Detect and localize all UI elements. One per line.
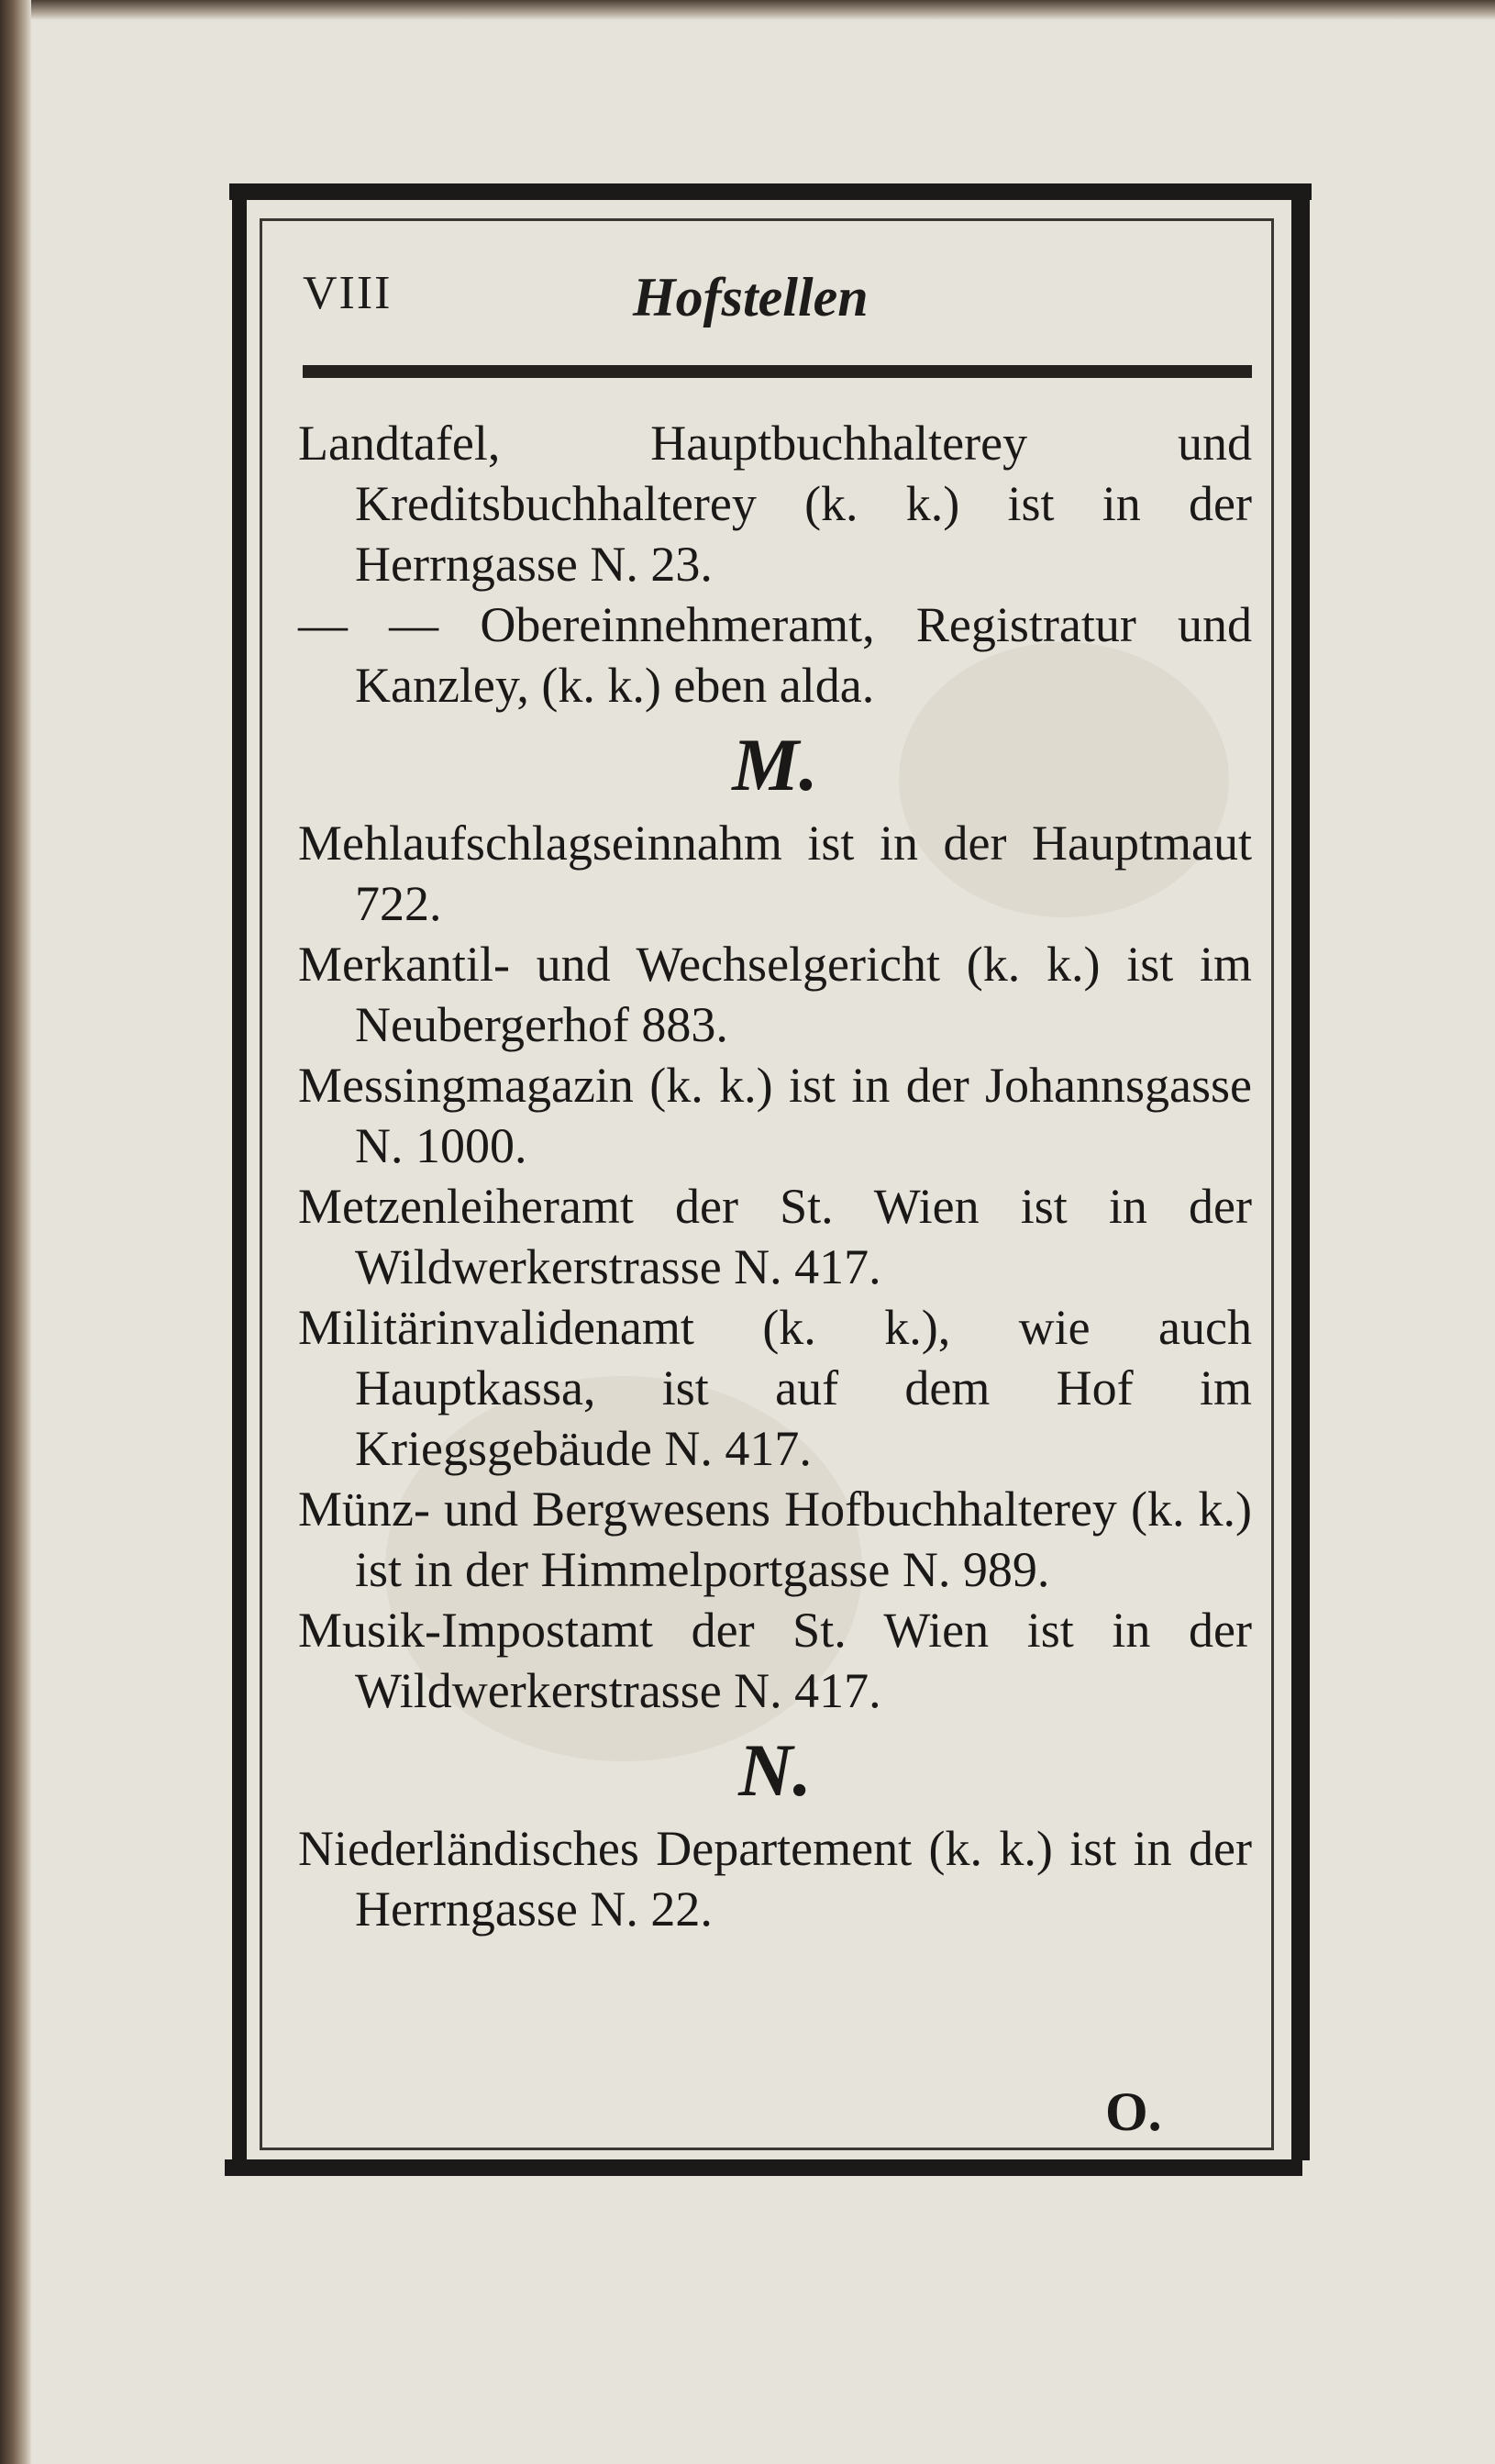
directory-entry: Musik-Impostamt der St. Wien ist in der Wildwerkerstrasse N. 417.: [298, 1603, 1252, 1718]
frame-border-right: [1291, 197, 1310, 2160]
catchword: O.: [1105, 2081, 1162, 2142]
frame-border-top: [229, 183, 1312, 200]
directory-entry: Militärinvalidenamt (k. k.), wie auch Hauptkassa, ist auf dem Hof im Kriegsgebäude N. 417.: [298, 1300, 1252, 1476]
directory-entry: Münz- und Bergwesens Hofbuchhalterey (k. k.) ist in der Himmelportgasse N. 989.: [298, 1482, 1252, 1597]
directory-entry: Merkantil- und Wechselgericht (k. k.) ist im Neubergerhof 883.: [298, 937, 1252, 1052]
frame-border-bottom: [225, 2159, 1302, 2176]
directory-entry: Mehlaufschlagseinnahm ist in der Hauptmaut 722.: [298, 816, 1252, 931]
header-rule: [303, 365, 1252, 378]
directory-entry: Messingmagazin (k. k.) ist in der Johannsgasse N. 1000.: [298, 1058, 1252, 1173]
directory-entry: Landtafel, Hauptbuchhalterey und Kreditsbuchhalterey (k. k.) ist in der Herrngasse N. 23.: [298, 416, 1252, 592]
directory-entry: Niederländisches Departement (k. k.) ist in der Herrngasse N. 22.: [298, 1821, 1252, 1937]
page-content: [298, 413, 1252, 1939]
binding-edge: [0, 0, 31, 2464]
page-top-edge: [0, 0, 1495, 20]
running-head: Hofstellen: [633, 267, 869, 327]
section-letter-n: N.: [738, 1728, 812, 1812]
directory-entry: Metzenleiheramt der St. Wien ist in der Wildwerkerstrasse N. 417.: [298, 1179, 1252, 1294]
section-letter-m: M.: [732, 723, 818, 806]
frame-border-left: [232, 197, 247, 2160]
directory-entry: — — Obereinnehmeramt, Registratur und Kanzley, (k. k.) eben alda.: [298, 597, 1252, 713]
folio-number: VIII: [303, 267, 393, 319]
